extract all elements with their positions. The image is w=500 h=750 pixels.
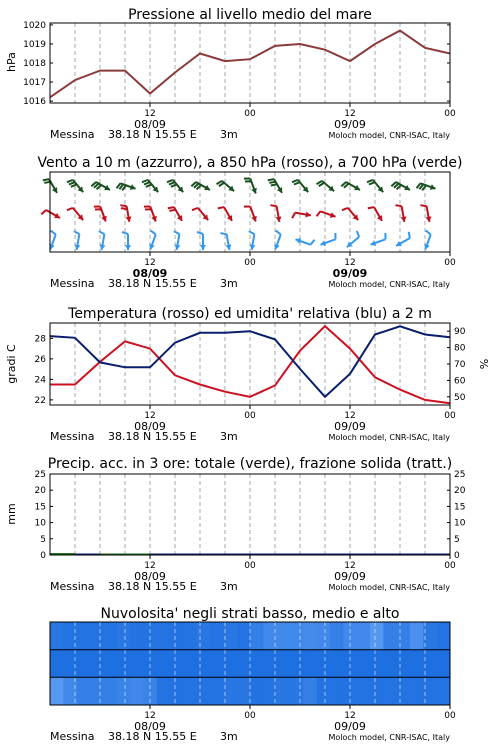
wind-xaxis	[50, 252, 456, 290]
y-tick-label: 1016	[23, 97, 46, 108]
cloud-cell	[397, 650, 411, 678]
cloud-cell	[183, 650, 197, 678]
wind-barb	[220, 233, 231, 250]
pressure-title: Pressione al livello medio del mare	[128, 7, 372, 23]
barb-feather	[43, 179, 49, 180]
cloud-cell	[277, 622, 291, 650]
cloud-cell	[197, 650, 211, 678]
barb-feather	[270, 205, 276, 206]
cloud-cell	[130, 622, 144, 650]
pressure-ylabel: hPa	[5, 52, 18, 72]
x-tick-label: 00	[244, 258, 256, 268]
y-tick-label: 10	[34, 518, 46, 529]
wind-barb	[120, 205, 131, 222]
date-label: 09/09	[334, 570, 366, 583]
location-coords: 38.18 N 15.55 E	[108, 580, 197, 593]
cloud-cell	[290, 622, 304, 650]
y-tick-label: 70	[454, 360, 466, 370]
cloud-cell	[157, 650, 171, 678]
cloud-cell	[157, 622, 171, 650]
cloud-cell	[197, 622, 211, 650]
barb-feather	[395, 205, 401, 206]
cloud-cell	[77, 677, 91, 705]
cloud-cell	[303, 622, 317, 650]
cloud-cell	[330, 677, 344, 705]
barb-feather	[271, 184, 277, 185]
cloud-cell	[410, 622, 424, 650]
cloud-cell	[357, 622, 371, 650]
temperature-ylabel-right: %	[478, 358, 491, 370]
credit-text: Moloch model, CNR-ISAC, Italy	[328, 131, 450, 140]
cloud-cell	[117, 622, 131, 650]
barb-feather	[169, 210, 175, 211]
date-label: 09/09	[334, 420, 366, 433]
credit-text: Moloch model, CNR-ISAC, Italy	[328, 280, 450, 289]
cloud-cell	[290, 677, 304, 705]
date-label: 08/09	[134, 720, 166, 733]
barb-feather	[99, 231, 105, 234]
x-tick-label: 00	[444, 258, 456, 268]
wind-title: Vento a 10 m (azzurro), a 850 hPa (rosso), a 700 hPa (verde)	[37, 155, 463, 171]
y-tick-label: 1020	[23, 20, 46, 31]
barb-feather	[74, 231, 80, 234]
barb-feather	[192, 208, 198, 210]
cloud-cell	[117, 650, 131, 678]
x-tick-label: 12	[144, 109, 156, 119]
y-tick-label: 60	[454, 376, 466, 387]
y-tick-label: 22	[34, 395, 46, 406]
date-label: 08/09	[134, 570, 166, 583]
precip-panel	[5, 456, 466, 593]
wind-barb	[420, 205, 431, 222]
barb-feather	[342, 208, 348, 210]
cloud-cell	[103, 677, 117, 705]
location-name: Messina	[50, 277, 95, 290]
cloud-cell	[410, 677, 424, 705]
temperature-xaxis	[50, 405, 456, 443]
cloud-cell	[370, 650, 384, 678]
wind-barb	[74, 231, 81, 250]
wind-barb	[320, 233, 335, 246]
wind-barb	[317, 211, 336, 218]
wind-barb	[191, 182, 210, 190]
cloud-cell	[130, 677, 144, 705]
barb-feather	[142, 180, 148, 182]
cloud-cell	[437, 622, 451, 650]
wind-barb	[122, 232, 131, 250]
barb-feather	[249, 231, 255, 234]
barb-feather	[218, 207, 224, 208]
date-label: 09/09	[334, 720, 366, 733]
cloud-cell	[330, 622, 344, 650]
barb-feather	[311, 240, 315, 245]
wind-barb	[99, 231, 106, 250]
barb-feather	[269, 182, 275, 183]
wind-frame	[50, 172, 450, 252]
wind-barb	[391, 182, 410, 190]
barb-feather	[292, 213, 295, 219]
wind-barb	[295, 238, 314, 245]
precip-grid	[75, 474, 425, 555]
barb-feather	[51, 231, 56, 235]
barb-feather	[167, 180, 173, 182]
cloud-cell	[250, 650, 264, 678]
cloud-cell	[290, 650, 304, 678]
cloud-cell	[357, 650, 371, 678]
date-label: 09/09	[334, 118, 366, 131]
cloud-cell	[437, 650, 451, 678]
x-tick-label: 00	[244, 411, 256, 421]
y-tick-label: 20	[454, 486, 466, 497]
y-tick-label: 25	[454, 470, 466, 480]
x-tick-label: 12	[344, 711, 356, 721]
temperature-panel	[5, 306, 491, 443]
x-tick-label: 00	[444, 109, 456, 119]
cloud-cell	[237, 650, 251, 678]
cloud-cell	[237, 622, 251, 650]
y-tick-label: 1019	[23, 39, 46, 50]
barb-feather	[357, 231, 359, 237]
wind-barb	[197, 232, 206, 250]
cloud-cell	[170, 677, 184, 705]
location-coords: 38.18 N 15.55 E	[108, 277, 197, 290]
cloud-cell	[170, 650, 184, 678]
y-tick-label: 15	[34, 502, 46, 513]
cloud-cell	[410, 650, 424, 678]
y-tick-label: 5	[454, 534, 460, 545]
location-coords: 38.18 N 15.55 E	[108, 128, 197, 141]
date-label: 08/09	[134, 420, 166, 433]
date-label: 08/09	[134, 118, 166, 131]
cloud-cell	[130, 650, 144, 678]
location-elevation: 3m	[220, 430, 238, 443]
cloud-cell	[277, 650, 291, 678]
wind-barb	[41, 210, 60, 218]
cloud-cell	[90, 677, 104, 705]
location-name: Messina	[50, 730, 95, 743]
credit-text: Moloch model, CNR-ISAC, Italy	[328, 433, 450, 442]
cloud-title: Nuvolosita' negli strati basso, medio e alto	[100, 606, 400, 622]
credit-text: Moloch model, CNR-ISAC, Italy	[328, 733, 450, 742]
barb-feather	[71, 184, 77, 186]
cloud-cell	[210, 650, 224, 678]
cloud-cell	[357, 677, 371, 705]
barb-feather	[168, 207, 174, 208]
cloud-cell	[330, 650, 344, 678]
pressure-grid	[75, 23, 425, 103]
temperature-title: Temperatura (rosso) ed umidita' relativa (blu) a 2 m	[68, 306, 432, 322]
x-tick-label: 00	[244, 109, 256, 119]
cloud-cell	[90, 650, 104, 678]
y-tick-label: 24	[34, 375, 46, 386]
cloud-cell	[237, 677, 251, 705]
pressure-yticks	[23, 21, 450, 107]
x-tick-label: 00	[244, 561, 256, 571]
cloud-cell	[277, 677, 291, 705]
cloud-cell	[250, 622, 264, 650]
barb-feather	[317, 211, 321, 216]
barb-feather	[121, 208, 127, 209]
barb-feather	[67, 208, 73, 210]
wind-barb	[67, 180, 83, 192]
barb-feather	[144, 182, 150, 184]
wind-barb	[117, 183, 136, 190]
wind-barb	[167, 180, 183, 192]
cloud-cell	[197, 677, 211, 705]
temperature-ylabel-left: gradi C	[5, 344, 18, 384]
cloud-cell	[210, 622, 224, 650]
cloud-cell	[50, 622, 64, 650]
cloud-panel	[50, 606, 456, 743]
barb-feather	[294, 182, 300, 184]
y-tick-label: 10	[454, 518, 466, 529]
x-tick-label: 12	[144, 411, 156, 421]
x-tick-label: 00	[244, 711, 256, 721]
cloud-cell	[303, 650, 317, 678]
barb-feather	[368, 207, 374, 208]
cloud-cell	[170, 622, 184, 650]
barb-feather	[197, 232, 203, 234]
x-tick-label: 12	[144, 711, 156, 721]
cloud-cell	[183, 677, 197, 705]
date-label: 08/09	[132, 267, 168, 280]
y-tick-label: 15	[454, 502, 466, 513]
temperature-grid	[75, 323, 425, 405]
barb-feather	[174, 231, 180, 234]
cloud-cell	[397, 622, 411, 650]
x-tick-label: 12	[144, 561, 156, 571]
cloud-cell	[103, 650, 117, 678]
wind-barb	[149, 231, 156, 250]
cloud-cell	[370, 677, 384, 705]
barb-feather	[41, 210, 46, 214]
wind-barb	[292, 212, 311, 219]
precip-frame	[50, 474, 450, 555]
cloud-cell	[370, 622, 384, 650]
barb-feather	[171, 184, 177, 186]
location-coords: 38.18 N 15.55 E	[108, 430, 197, 443]
barb-head	[125, 245, 131, 250]
y-tick-label: 80	[454, 343, 466, 354]
cloud-cell	[50, 677, 64, 705]
barb-feather	[169, 182, 175, 184]
y-tick-label: 50	[454, 392, 466, 403]
barb-feather	[367, 180, 373, 182]
wind-panel	[37, 155, 462, 290]
y-tick-label: 20	[34, 486, 46, 497]
barb-feather	[420, 205, 426, 206]
cloud-cell	[77, 622, 91, 650]
location-elevation: 3m	[220, 277, 238, 290]
cloud-cell	[317, 677, 331, 705]
cloud-cell	[437, 677, 451, 705]
credit-text: Moloch model, CNR-ISAC, Italy	[328, 583, 450, 592]
barb-feather	[122, 232, 128, 234]
cloud-cell	[303, 677, 317, 705]
barb-feather	[69, 182, 75, 184]
barb-feather	[292, 180, 298, 182]
barb-feather	[146, 184, 152, 186]
wind-barb	[341, 182, 360, 190]
cloud-cell	[210, 677, 224, 705]
cloud-cell	[317, 622, 331, 650]
wind-barb	[424, 231, 431, 250]
y-tick-label: 1018	[23, 59, 46, 69]
cloud-cell	[250, 677, 264, 705]
x-tick-label: 12	[344, 109, 356, 119]
cloud-cell	[383, 622, 397, 650]
barb-feather	[369, 182, 375, 184]
wind-barb	[370, 233, 385, 246]
precip-xaxis	[50, 555, 456, 593]
location-elevation: 3m	[220, 580, 238, 593]
barb-head	[200, 245, 206, 250]
y-tick-label: 28	[34, 334, 46, 345]
x-tick-label: 12	[344, 411, 356, 421]
cloud-cell	[317, 650, 331, 678]
wind-barb	[270, 205, 281, 222]
precip-title: Precip. acc. in 3 ore: totale (verde), frazione solida (tratt.)	[47, 456, 453, 472]
barb-feather	[151, 231, 156, 235]
wind-barb	[91, 182, 110, 190]
cloud-cell	[397, 677, 411, 705]
barb-feather	[67, 180, 73, 182]
location-elevation: 3m	[220, 730, 238, 743]
wind-barb	[396, 232, 410, 246]
y-tick-label: 25	[34, 470, 46, 480]
x-tick-label: 12	[344, 258, 356, 268]
barb-feather	[409, 232, 410, 238]
y-tick-label: 0	[40, 551, 46, 561]
cloud-cell	[383, 650, 397, 678]
date-label: 09/09	[332, 267, 368, 280]
wind-barb	[174, 231, 181, 250]
wind-barb	[142, 180, 158, 192]
wind-barb	[249, 231, 256, 250]
y-tick-label: 1017	[23, 78, 46, 89]
cloud-cell	[90, 622, 104, 650]
location-name: Messina	[50, 430, 95, 443]
pressure-panel	[5, 7, 456, 141]
precip-ylabel: mm	[5, 503, 18, 525]
y-tick-label: 26	[34, 354, 46, 365]
cloud-cell	[117, 677, 131, 705]
y-tick-label: 5	[40, 534, 46, 545]
cloud-xaxis	[50, 705, 456, 743]
barb-feather	[120, 205, 126, 206]
y-tick-label: 0	[454, 551, 460, 561]
x-tick-label: 12	[344, 561, 356, 571]
x-tick-label: 00	[444, 711, 456, 721]
cloud-cell	[383, 677, 397, 705]
cloud-cell	[77, 650, 91, 678]
cloud-cell	[157, 677, 171, 705]
pressure-xaxis	[50, 103, 456, 141]
wind-barb	[347, 231, 359, 247]
location-name: Messina	[50, 128, 95, 141]
wind-barb	[417, 183, 436, 190]
cloud-cell	[183, 622, 197, 650]
cloud-cell	[103, 622, 117, 650]
x-tick-label: 12	[144, 258, 156, 268]
wind-barb	[395, 205, 406, 222]
x-tick-label: 00	[444, 411, 456, 421]
wind-barb	[274, 231, 281, 250]
y-tick-label: 90	[454, 327, 466, 338]
cloud-cell	[50, 650, 64, 678]
barb-feather	[268, 179, 274, 180]
location-elevation: 3m	[220, 128, 238, 141]
x-tick-label: 00	[444, 561, 456, 571]
barb-feather	[220, 233, 226, 234]
location-name: Messina	[50, 580, 95, 593]
location-coords: 38.18 N 15.55 E	[108, 730, 197, 743]
barb-feather	[426, 231, 431, 235]
barb-feather	[276, 231, 281, 235]
